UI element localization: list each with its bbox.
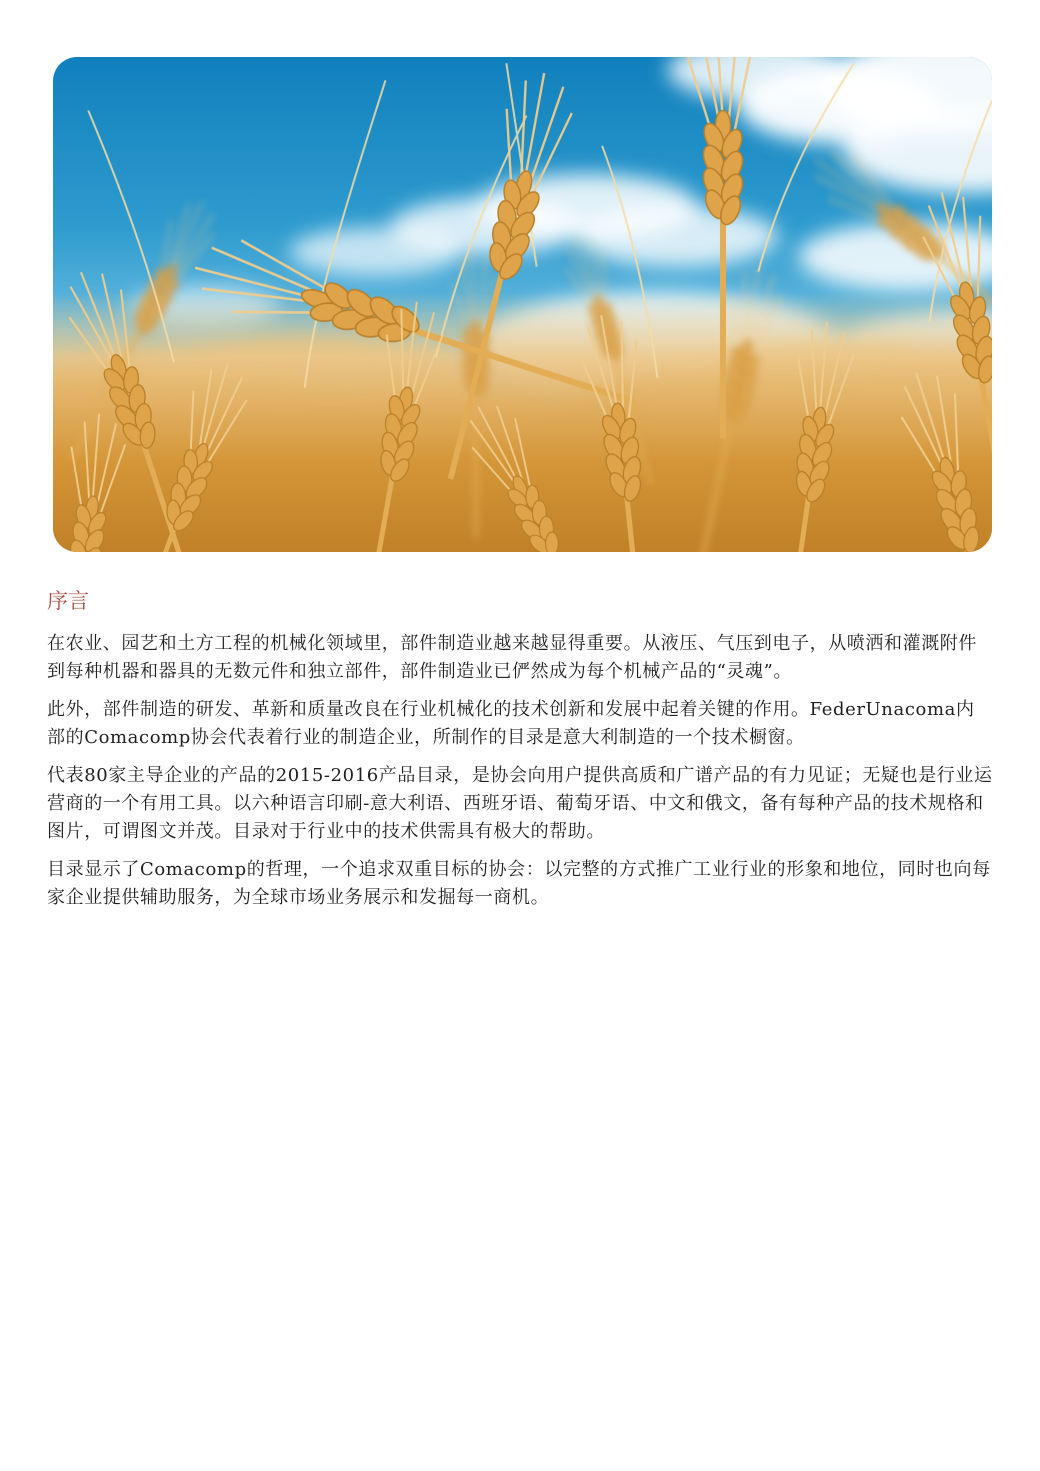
preface-paragraph-4: 目录显示了Comacomp的哲理，一个追求双重目标的协会：以完整的方式推广工业行业的形象和地位，同时也向每家企业提供辅助服务，为全球市场业务展示和发掘每一商机。: [47, 859, 991, 908]
wheat-field-illustration: [53, 57, 992, 552]
wheat-field-photo: [53, 57, 992, 552]
preface-paragraph-2: 此外，部件制造的研发、革新和质量改良在行业机械化的技术创新和发展中起着关键的作用。FederUnacoma内部的Comacomp协会代表着行业的制造企业，所制作的目录是意大利制造的一个技术橱窗。: [47, 699, 975, 748]
preface-heading: 序言: [47, 589, 89, 613]
preface-section: [47, 588, 993, 922]
preface-paragraph-3: 代表80家主导企业的产品的2015-2016产品目录，是协会向用户提供高质和广谱产品的有力见证；无疑也是行业运营商的一个有用工具。以六种语言印刷-意大利语、西班牙语、葡萄牙语、中文和俄文，备有每种产品的技术规格和图片，可谓图文并茂。目录对于行业中的技术供需具有极大的帮助。: [47, 765, 993, 842]
preface-paragraph-1: 在农业、园艺和土方工程的机械化领域里，部件制造业越来越显得重要。从液压、气压到电子，从喷洒和灌溉附件到每种机器和器具的无数元件和独立部件，部件制造业已俨然成为每个机械产品的“灵魂”。: [47, 633, 977, 682]
